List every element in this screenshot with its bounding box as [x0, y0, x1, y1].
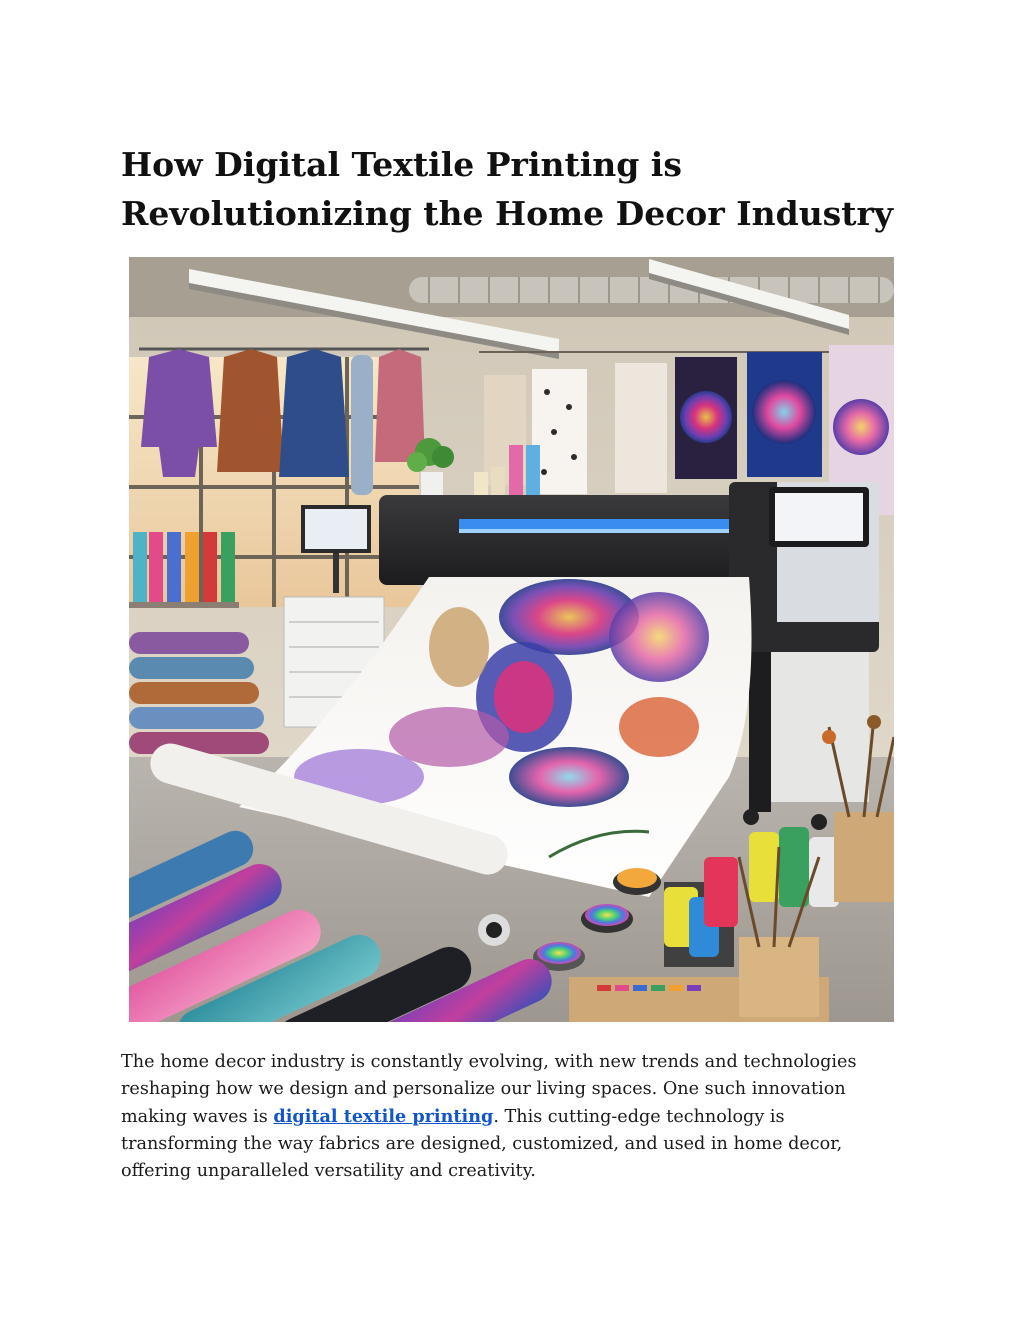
digital-textile-printing-link[interactable]: digital textile printing — [273, 1106, 494, 1127]
intro-text-before-link: The home decor industry is constantly evolving, with new trends and technologies reshaping how we design and personalize our living spaces. One such innovation making waves is — [121, 1052, 857, 1127]
intro-text-after-link: . This cutting-edge technology is transforming the way fabrics are designed, customized, and used in home decor, offering unparalleled versatility and creativity. — [121, 1107, 843, 1181]
hero-image-textile-printing-studio — [129, 257, 894, 1022]
intro-paragraph — [121, 1049, 901, 1185]
page-title: How Digital Textile Printing is Revolutionizing the Home Decor Industry — [121, 145, 894, 233]
